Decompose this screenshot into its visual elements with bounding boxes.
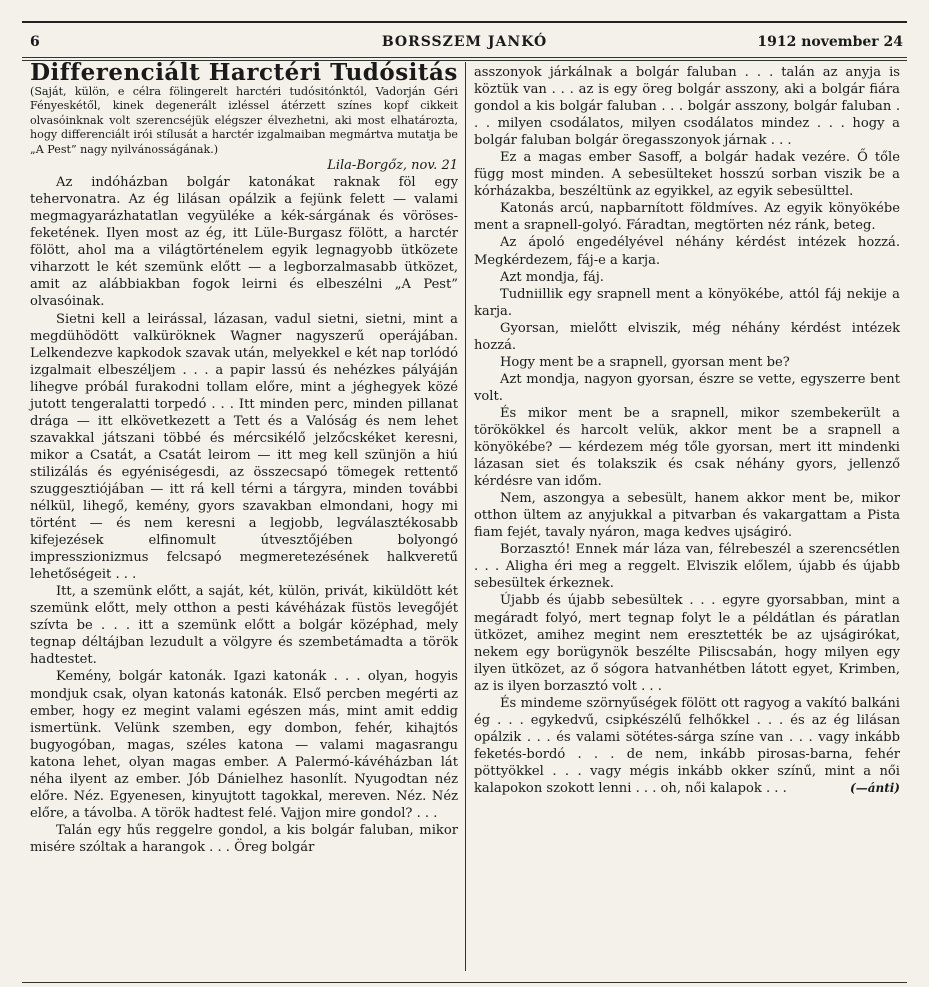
dateline: Lila-Borgőz, nov. 21 — [327, 158, 458, 174]
page-header — [22, 30, 907, 54]
bottom-rule — [22, 982, 907, 983]
paragraph: Nem, aszongya a sebesült, hanem akkor ment be, mikor otthon ültem az anyjukkal a pitvarban és vakargattam a Pista fiam fejét, tavaly nyáron, maga kedves ujságiró. — [474, 491, 900, 541]
left-column — [30, 59, 458, 856]
article-intro: (Saját, külön, e célra fölingerelt harctéri tudósitónktól, Vadorján Géri Fényeskétől, kinek degenerált izléssel átérzett színes kopf cikkeit olvasóinknak volt szerencséjük elégszer élvezhetni, aki most elhatározta, hogy differenciált irói stílusát a harctér izgalmaiban megmártva mutatja be „A Pest” nagy nyilvánosságának.) — [30, 85, 458, 156]
paragraph: Újabb és újabb sebesültek . . . egyre gyorsabban, mint a megáradt folyó, mert tegnap folyt le a példátlan és páratlan ütközet, amihez megint nem eresztették be az ujságirókat, nekem egy borügynök beszélte Piliscsabán, hogy milyen egy ilyen ütközet, az ő sógora hatvanhétben látott egyet, Krimben, az is ilyen borzasztó volt . . . — [474, 593, 900, 694]
paragraph: Azt mondja, fáj. — [500, 269, 604, 285]
paragraph: asszonyok járkálnak a bolgár faluban . . . talán az anyja is köztük van . . . az is egy öreg bolgár asszony, aki a bolgár fiára gondol a kis bolgár faluban . . . bolgár asszony, bolgár faluban . . . milyen csodálatos, milyen csodálatos mindez . . . hogy a bolgár faluban bolgár öregasszonyok járnak . . . — [474, 65, 900, 149]
author-signature: (—ánti) — [850, 780, 900, 795]
paragraph: Sietni kell a leirással, lázasan, vadul sietni, sietni, mint a megdühödött valküröknek Wagner nagyszerű operájában. Lelkendezve kapkodok szavak után, melyekkel e két nap torlódó izgalmait elbeszéljem . . . a papir lassú és nehézkes pályáján lihegve próbál furakodni tollam előre, mint a jéghegyek közé jutott tengeralatti torpedó . . . Itt minden perc, minden pillanat drága — itt elkövetkezett a Tett és a Valóság és nem lehet szavakkal játszani többé és mércsikélő jelzőcskéket keresni, mikor a Csatát, a Csatát leirom — itt meg kell szünjön a hiú stilizálás és egyéniségesdi, az összecsapó tömegek rettentő szuggesztiójában — itt rá kell térni a tárgyra, minden további nélkül, lihegő, kemény, gyors szavakban elmondani, hogy mi történt — és nem keresni a legjobb, legválasztékosabb kifejezések elfinomult útvesztőjében bolyongó impresszionizmus felcsapó megmeretezésének halkveretű lehetőségeit . . . — [30, 311, 458, 583]
paragraph-text: És mindeme szörnyűségek fölött ott ragyog a vakító balkáni ég . . . egykedvű, csipkészélű felhőkkel . . . és az ég lilásan opálzik . . . és valami sötétes-sárga színe van . . . vagy inkább feketés-bordó . . . de nem, inkább pirosas-barna, fehér pöttyökkel . . . vagy mégis inkább okker színű, mint a női kalapokon szokott lenni . . . oh, női kalapok . . . — [474, 695, 900, 796]
header-rule — [22, 57, 907, 58]
paragraph — [474, 695, 900, 797]
page-number: 6 — [30, 34, 40, 50]
paragraph: Az ápoló engedélyével néhány kérdést intézek hozzá. Megkérdezem, fáj-e a karja. — [474, 235, 900, 268]
paragraph: Borzasztó! Ennek már láza van, félrebeszél a szerencsétlen . . . Aligha éri meg a reggelt. Elviszik előlem, újabb és újabb sebesültek érkeznek. — [474, 542, 900, 592]
top-rule — [22, 21, 907, 23]
paragraph: És mikor ment be a srapnell, mikor szembekerült a törökökkel és harcolt velük, akkor ment be a srapnell a könyökébe? — kérdezem még tőle gyorsan, mert itt mindenki lázasan siet és tolakszik és csak néhány gyors, jellenző kérdésre van időm. — [474, 405, 900, 490]
paragraph: Gyorsan, mielőtt elviszik, még néhány kérdést intézek hozzá. — [474, 320, 900, 353]
article-title: Differenciált Harctéri Tudósitás — [30, 59, 458, 86]
paragraph: Itt, a szemünk előtt, a saját, két, külön, privát, kiküldött két szemünk előtt, mely otthon a pesti kávéházak füstös levegőjét szívta be . . . itt a szemünk előtt a bolgár középhad, mely tegnap déltájban lezudult a völgyre és szembetámadta a török hadtestet. — [30, 584, 458, 668]
column-divider — [465, 62, 466, 971]
paragraph: Az indóházban bolgár katonákat raknak föl egy tehervonatra. Az ég lilásan opálzik a fejünk felett — valami megmagyarázhatatlan vegyüléke a kék-sárgának és vöröses-feketének. Ilyen most az ég, itt Lüle-Burgasz fölött, a harctér fölött, ahol ma a világtörténelem egyik legnagyobb ütközete viharzott le két szemünk előtt — a legborzalmasabb ütközet, amit az alábbiakban fogok leirni és elbeszélni „A Pest” olvasóinak. — [30, 175, 458, 310]
paragraph: Kemény, bolgár katonák. Igazi katonák . . . olyan, hogyis mondjuk csak, olyan katonás katonák. Első percben megérti az ember, hogy ez megint valami egészen más, mint amit eddig ismertünk. Velünk szemben, egy dombon, fehér, kihajtós bugyogóban, magas, széles katona — valami magasrangu katona lehet, olyan magas ember. A Palermó-kávéházban lát néha ilyent az ember. Jób Dánielhez hasonlít. Nyugodtan néz előre. Néz. Egyenesen, kinyujtott tagokkal, mereven. Néz. Néz előre, a távolba. A török hadtest felé. Vajjon mire gondol? . . . — [30, 669, 458, 821]
paragraph: Hogy ment be a srapnell, gyorsan ment be? — [500, 354, 790, 370]
paragraph: Talán egy hűs reggelre gondol, a kis bolgár faluban, mikor misére szóltak a harangok . . . Öreg bolgár — [30, 822, 458, 855]
paragraph: Ez a magas ember Sasoff, a bolgár hadak vezére. Ő tőle függ most minden. A sebesülteket hosszú sorban viszik be a kórházakba, beszéltünk az egyikkel, az egyik sebesülttel. — [474, 150, 900, 200]
right-column — [474, 64, 900, 797]
paragraph: Katonás arcú, napbarnított földmíves. Az egyik könyökébe ment a srapnell-golyó. Fáradtan, megtörten néz ránk, beteg. — [474, 201, 900, 234]
issue-date: 1912 november 24 — [757, 34, 903, 50]
paragraph: Tudniillik egy srapnell ment a könyökébe, attól fáj nekije a karja. — [474, 286, 900, 319]
masthead: BORSSZEM JANKÓ — [381, 34, 548, 50]
paragraph: Azt mondja, nagyon gyorsan, észre se vette, egyszerre bent volt. — [474, 371, 900, 404]
